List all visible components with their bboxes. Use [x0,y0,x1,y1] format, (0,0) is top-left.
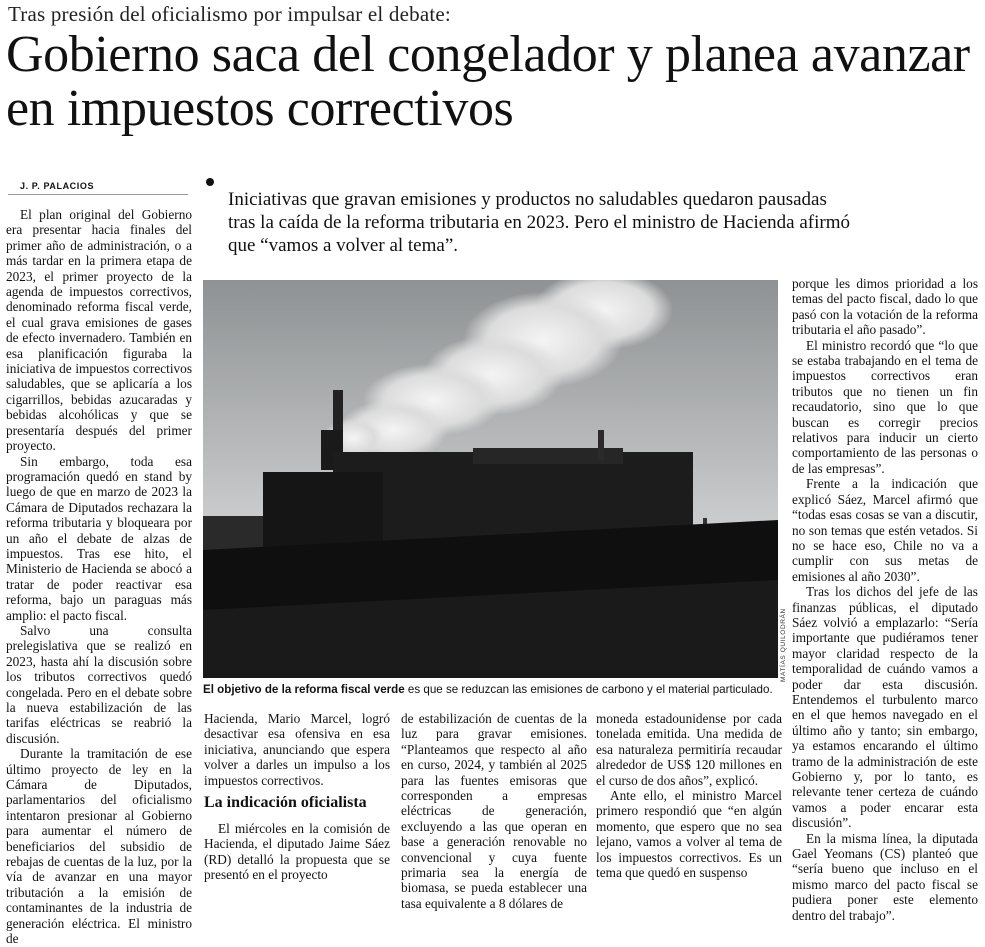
body-paragraph: Durante la tramitación de ese último proyecto de ley en la Cámara de Diputados, parlamentarios del oficialismo intentaron presionar al Gobierno para aumentar el número de beneficiarios del subsidio de rebajas de cuentas de la luz, por la vía de avanzar en una mayor tributación a la emisión de contaminantes de la industria de generación eléctrica. El ministro de [6,746,192,947]
kicker: Tras presión del oficialismo por impulsar el debate: [8,2,451,26]
bullet-icon [206,178,214,186]
photo-caption: El objetivo de la reforma fiscal verde es que se reduzcan las emisiones de carbono y el material particulado. [203,683,773,696]
photo-credit: MATÍAS QUILODRÁN [780,608,787,682]
body-paragraph: En la misma línea, la diputada Gael Yeomans (CS) planteó que “sería bueno que incluso en el mismo marco del pacto fiscal se pudiera poner este elemento dentro del trabajo”. [792,830,978,923]
body-paragraph: porque les dimos prioridad a los temas del pacto fiscal, dado lo que pasó con la votación de la reforma tributaria el año pasado”. [792,276,978,338]
body-paragraph: Sin embargo, toda esa programación quedó en stand by luego de que en marzo de 2023 la Cámara de Diputados rechazara la reforma tributaria y bloqueara por un año el debate de alzas de impuestos. Tras ese hito, el Ministerio de Hacienda se abocó a tratar de poder reactivar esa reforma, bajo un paraguas más amplio: el pacto fiscal. [6,453,192,623]
body-paragraph: Tras los dichos del jefe de las finanzas públicas, el diputado Sáez volvió a emplazarlo: “Sería importante que pudiéramos tener mayor claridad respecto de la temporalidad de cuándo vamos a poder dar esta discusión. Entendemos el turbulento marco en el que hemos navegado en el último año y tanto; sin embargo, ya estamos encarando el último tramo de la administración de este Gobierno y, por lo tanto, es relevante tener certeza de cuándo vamos a poder encarar esta discusión”. [792,584,978,831]
body-column-2 [204,711,390,883]
body-paragraph: moneda estadounidense por cada tonelada emitida. Una medida de esa naturaleza permitiría recaudar alrededor de US$ 120 millones en el curso de dos años”, explicó. [596,711,782,788]
lead-paragraph: Iniciativas que gravan emisiones y productos no saludables quedaron pausadas tras la caída de la reforma tributaria en 2023. Pero el ministro de Hacienda afirmó que “vamos a volver al tema”. [228,189,850,256]
factory-smoke-photo [203,280,778,678]
byline-divider [8,194,188,195]
body-paragraph: El ministro recordó que “lo que se estaba trabajando en el tema de impuestos correctivos eran tributos que no tienen un fin recaudatorio, sino que lo que buscan es corregir precios relativos para inducir un cierto comportamiento de las personas o de las empresas”. [792,337,978,476]
body-paragraph: Ante ello, el ministro Marcel primero respondió que “en algún momento, que espero que no sea lejano, vamos a volver al tema de los impuestos correctivos. Es un tema que quedó en suspenso [596,788,782,881]
body-column-1 [6,207,192,947]
byline: J. P. PALACIOS [20,181,95,191]
body-paragraph: de estabilización de cuentas de la luz para gravar emisiones. “Planteamos que respecto al año en curso, 2024, y también al 2025 para las fuentes emisoras que corresponden a empresas eléctricas de generación, excluyendo a las que operan en base a generación renovable no convencional y cuya fuente primaria sea la energía de biomasa, se pueda establecer una tasa equivalente a 8 dólares de [401,711,587,911]
body-paragraph: El plan original del Gobierno era presentar hacia finales del primer año de administración, o a más tardar en la primera etapa de 2023, el primer proyecto de la agenda de impuestos correctivos, denominado reforma fiscal verde, el cual grava emisiones de gases de efecto invernadero. También en esa planificación figuraba la iniciativa de impuestos correctivos saludables, que se aplicaría a los cigarrillos, bebidas azucaradas y bebidas alcohólicas y que se presentaría después del primer proyecto. [6,207,192,454]
body-column-5 [792,276,978,923]
headline: Gobierno saca del congelador y planea avanzar en impuestos correctivos [6,26,970,137]
body-column-4 [596,711,782,880]
subheading: La indicación oficialista [204,794,367,812]
body-paragraph: Frente a la indicación que explicó Sáez, Marcel afirmó que “todas esas cosas se van a discutir, no son temas que estén vetados. Si no se hace eso, Chile no va a cumplir con sus metas de emisiones al año 2030”. [792,476,978,584]
body-paragraph: Salvo una consulta prelegislativa que se realizó en 2023, hasta ahí la discusión sobre los tributos correctivos quedó congelada. Pero en el debate sobre la nueva estabilización de las tarifas eléctricas se reabrió la discusión. [6,622,192,746]
body-column-3 [401,711,587,911]
body-paragraph: El miércoles en la comisión de Hacienda, el diputado Jaime Sáez (RD) detalló la propuesta que se presentó en el proyecto [204,821,390,883]
factory-smoke-illustration [203,280,778,678]
body-paragraph: Hacienda, Mario Marcel, logró desactivar esa ofensiva en esa iniciativa, anunciando que espera volver a darles un impulso a los impuestos correctivos. [204,711,390,788]
